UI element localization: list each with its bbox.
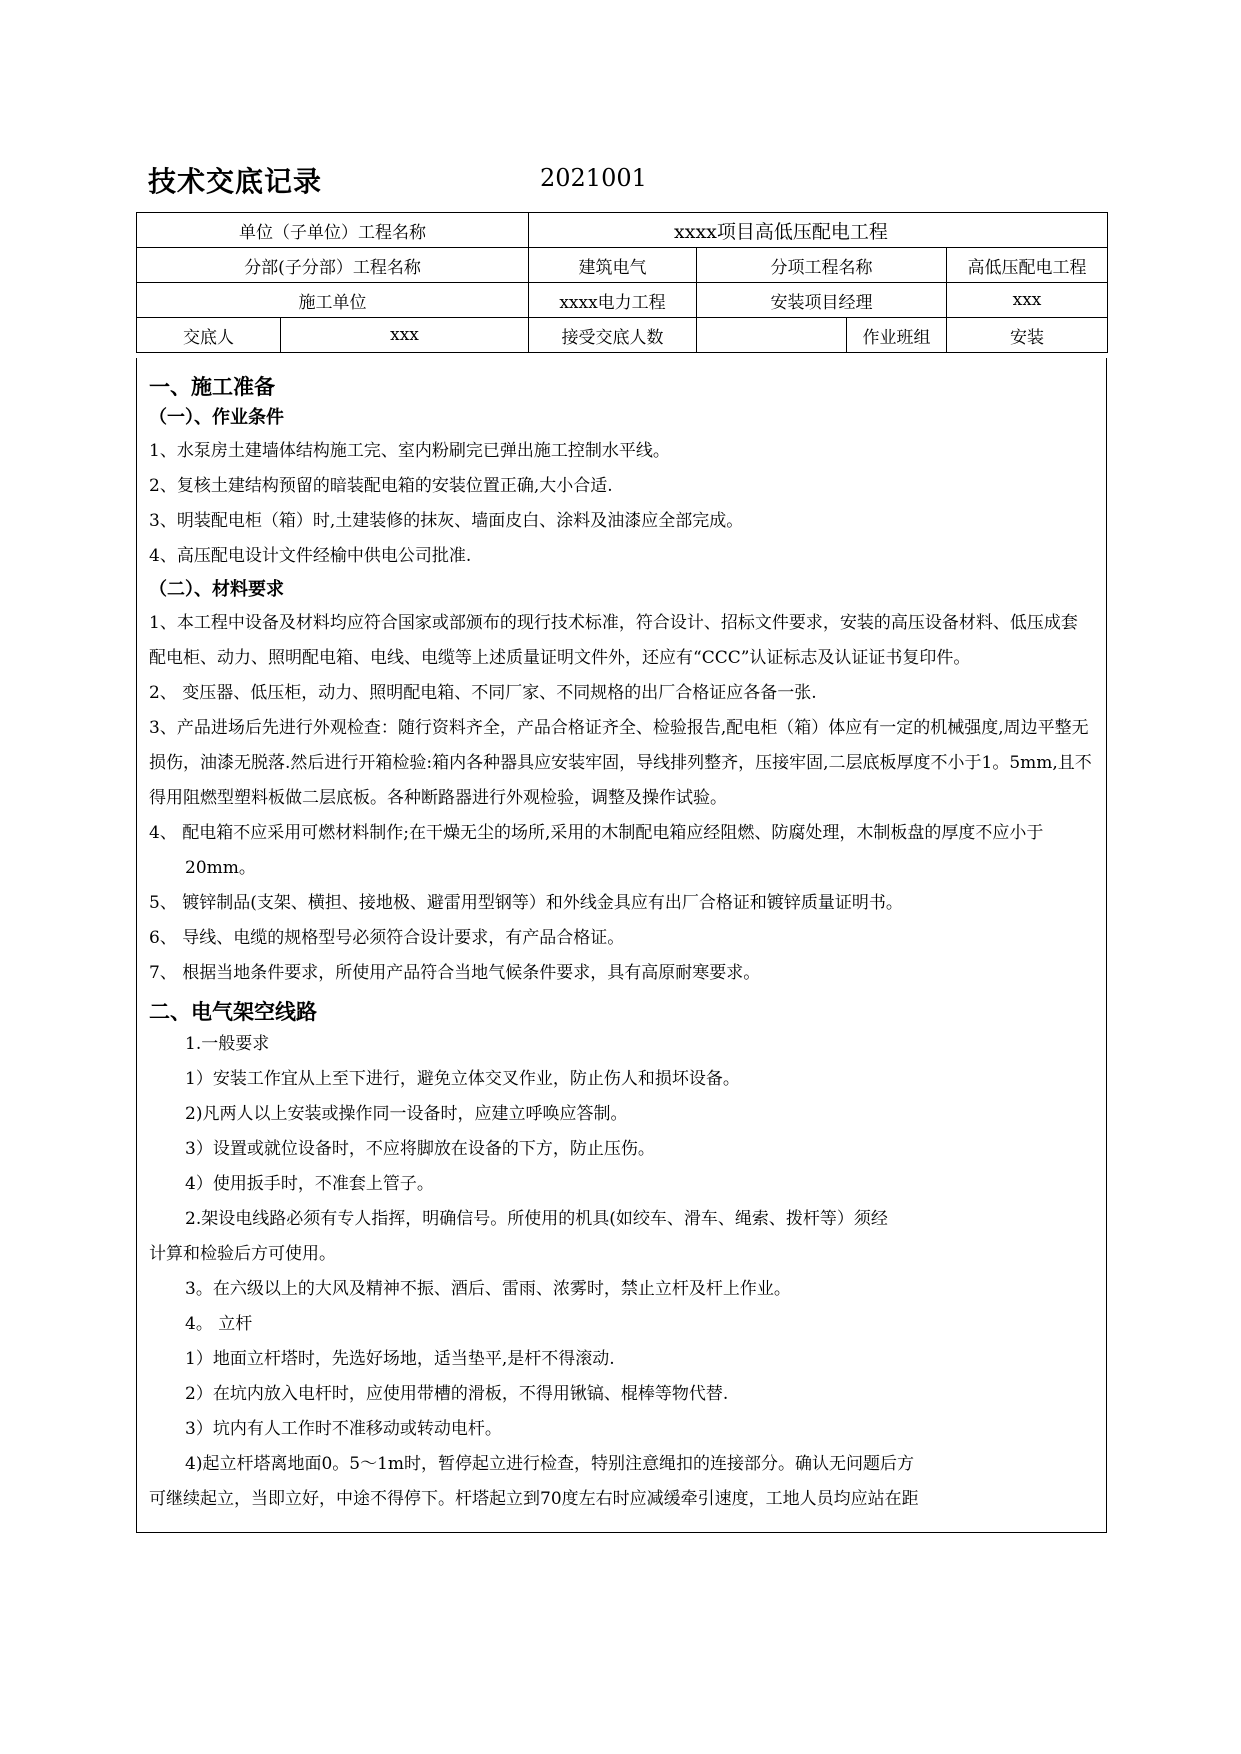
list-item: 1.一般要求 (185, 1034, 270, 1054)
contractor-label: 施工单位 (137, 283, 529, 318)
list-item: 2）在坑内放入电杆时，应使用带槽的滑板，不得用锹镐、棍棒等物代替. (185, 1384, 729, 1404)
list-item: 2)凡两人以上安装或操作同一设备时，应建立呼唤应答制。 (185, 1104, 628, 1124)
paragraph-line: 4)起立杆塔离地面0。5～1m时，暂停起立进行检查，特别注意绳扣的连接部分。确认无问题后方 (185, 1454, 915, 1474)
list-item: 4）使用扳手时，不准套上管子。 (185, 1174, 434, 1194)
briefer-label: 交底人 (137, 318, 281, 353)
section-2-title: 二、电气架空线路 (149, 1000, 317, 1024)
division-value: 建筑电气 (529, 248, 697, 283)
document-title: 技术交底记录 (148, 165, 323, 198)
list-item: 1、本工程中设备及材料均应符合国家或部颁布的现行技术标准，符合设计、招标文件要求，安装的高压设备材料、低压成套配电柜、动力、照明配电箱、电线、电缆等上述质量证明文件外，还应有“CCC”认证标志及认证证书复印件。 (149, 613, 1078, 668)
unit-value: xxxx项目高低压配电工程 (529, 213, 1108, 248)
paragraph-line: 计算和检验后方可使用。 (149, 1244, 336, 1264)
info-table (136, 212, 1108, 353)
manager-label: 安装项目经理 (697, 283, 947, 318)
manager-value: xxx (947, 283, 1108, 318)
info-row-contractor (137, 283, 1108, 318)
info-row-unit (137, 213, 1108, 248)
list-item: 1、水泵房土建墙体结构施工完、室内粉刷完已弹出施工控制水平线。 (149, 441, 670, 461)
section-1-title: 一、施工准备 (149, 375, 275, 399)
content-body (149, 372, 1094, 1517)
paragraph-line: 可继续起立，当即立好，中途不得停下。杆塔起立到70度左右时应减缓牵引速度，工地人员均应站在距 (149, 1489, 919, 1509)
section-1b-title: （二）、材料要求 (149, 579, 284, 600)
receivers-label: 接受交底人数 (529, 318, 697, 353)
list-item: 6、 导线、电缆的规格型号必须符合设计要求，有产品合格证。 (149, 928, 625, 948)
team-value: 安装 (947, 318, 1108, 353)
division-label: 分部(子分部）工程名称 (137, 248, 529, 283)
list-item: 2、复核土建结构预留的暗装配电箱的安装位置正确,大小合适. (149, 476, 613, 496)
list-item: 4、 配电箱不应采用可燃材料制作;在干燥无尘的场所,采用的木制配电箱应经阻燃、防腐处理，木制板盘的厚度不应小于20mm。 (149, 823, 1044, 878)
contractor-value: xxxx电力工程 (529, 283, 697, 318)
info-row-division (137, 248, 1108, 283)
document-code: 2021001 (540, 164, 647, 192)
list-item: 3）坑内有人工作时不准移动或转动电杆。 (185, 1419, 502, 1439)
briefer-value: xxx (281, 318, 529, 353)
item-label: 分项工程名称 (697, 248, 947, 283)
list-item: 1）安装工作宜从上至下进行，避免立体交叉作业，防止伤人和损坏设备。 (185, 1069, 740, 1089)
list-item: 3）设置或就位设备时，不应将脚放在设备的下方，防止压伤。 (185, 1139, 655, 1159)
item-value: 高低压配电工程 (947, 248, 1108, 283)
list-item: 5、 镀锌制品(支架、横担、接地极、避雷用型钢等）和外线金具应有出厂合格证和镀锌质量证明书。 (149, 893, 903, 913)
list-item: 4、高压配电设计文件经榆中供电公司批准. (149, 546, 472, 566)
list-item: 3、明装配电柜（箱）时,土建装修的抹灰、墙面皮白、涂料及油漆应全部完成。 (149, 511, 744, 531)
list-item: 2、 变压器、低压柜，动力、照明配电箱、不同厂家、不同规格的出厂合格证应各备一张. (149, 683, 817, 703)
list-item: 3。在六级以上的大风及精神不振、酒后、雷雨、浓雾时，禁止立杆及杆上作业。 (185, 1279, 791, 1299)
section-1a-title: （一）、作业条件 (149, 407, 284, 428)
team-label: 作业班组 (847, 318, 947, 353)
paragraph-line: 2.架设电线路必须有专人指挥，明确信号。所使用的机具(如绞车、滑车、绳索、拨杆等）须经 (185, 1209, 888, 1229)
list-item: 7、 根据当地条件要求，所使用产品符合当地气候条件要求，具有高原耐寒要求。 (149, 963, 761, 983)
list-item: 1）地面立杆塔时，先选好场地，适当垫平,是杆不得滚动. (185, 1349, 615, 1369)
list-item: 4。 立杆 (185, 1314, 253, 1334)
info-row-briefing (137, 318, 1108, 353)
unit-label: 单位（子单位）工程名称 (137, 213, 529, 248)
list-item: 3、产品进场后先进行外观检查：随行资料齐全，产品合格证齐全、检验报告,配电柜（箱）体应有一定的机械强度,周边平整无损伤，油漆无脱落.然后进行开箱检验:箱内各种器具应安装牢固，导线排列整齐，压接牢固,二层底板厚度不小于1。5mm,且不得用阻燃型塑料板做二层底板。各种断路器进行外观检验，调整及操作试验。 (149, 718, 1092, 808)
receivers-value (697, 318, 847, 353)
content-box (136, 358, 1107, 1533)
